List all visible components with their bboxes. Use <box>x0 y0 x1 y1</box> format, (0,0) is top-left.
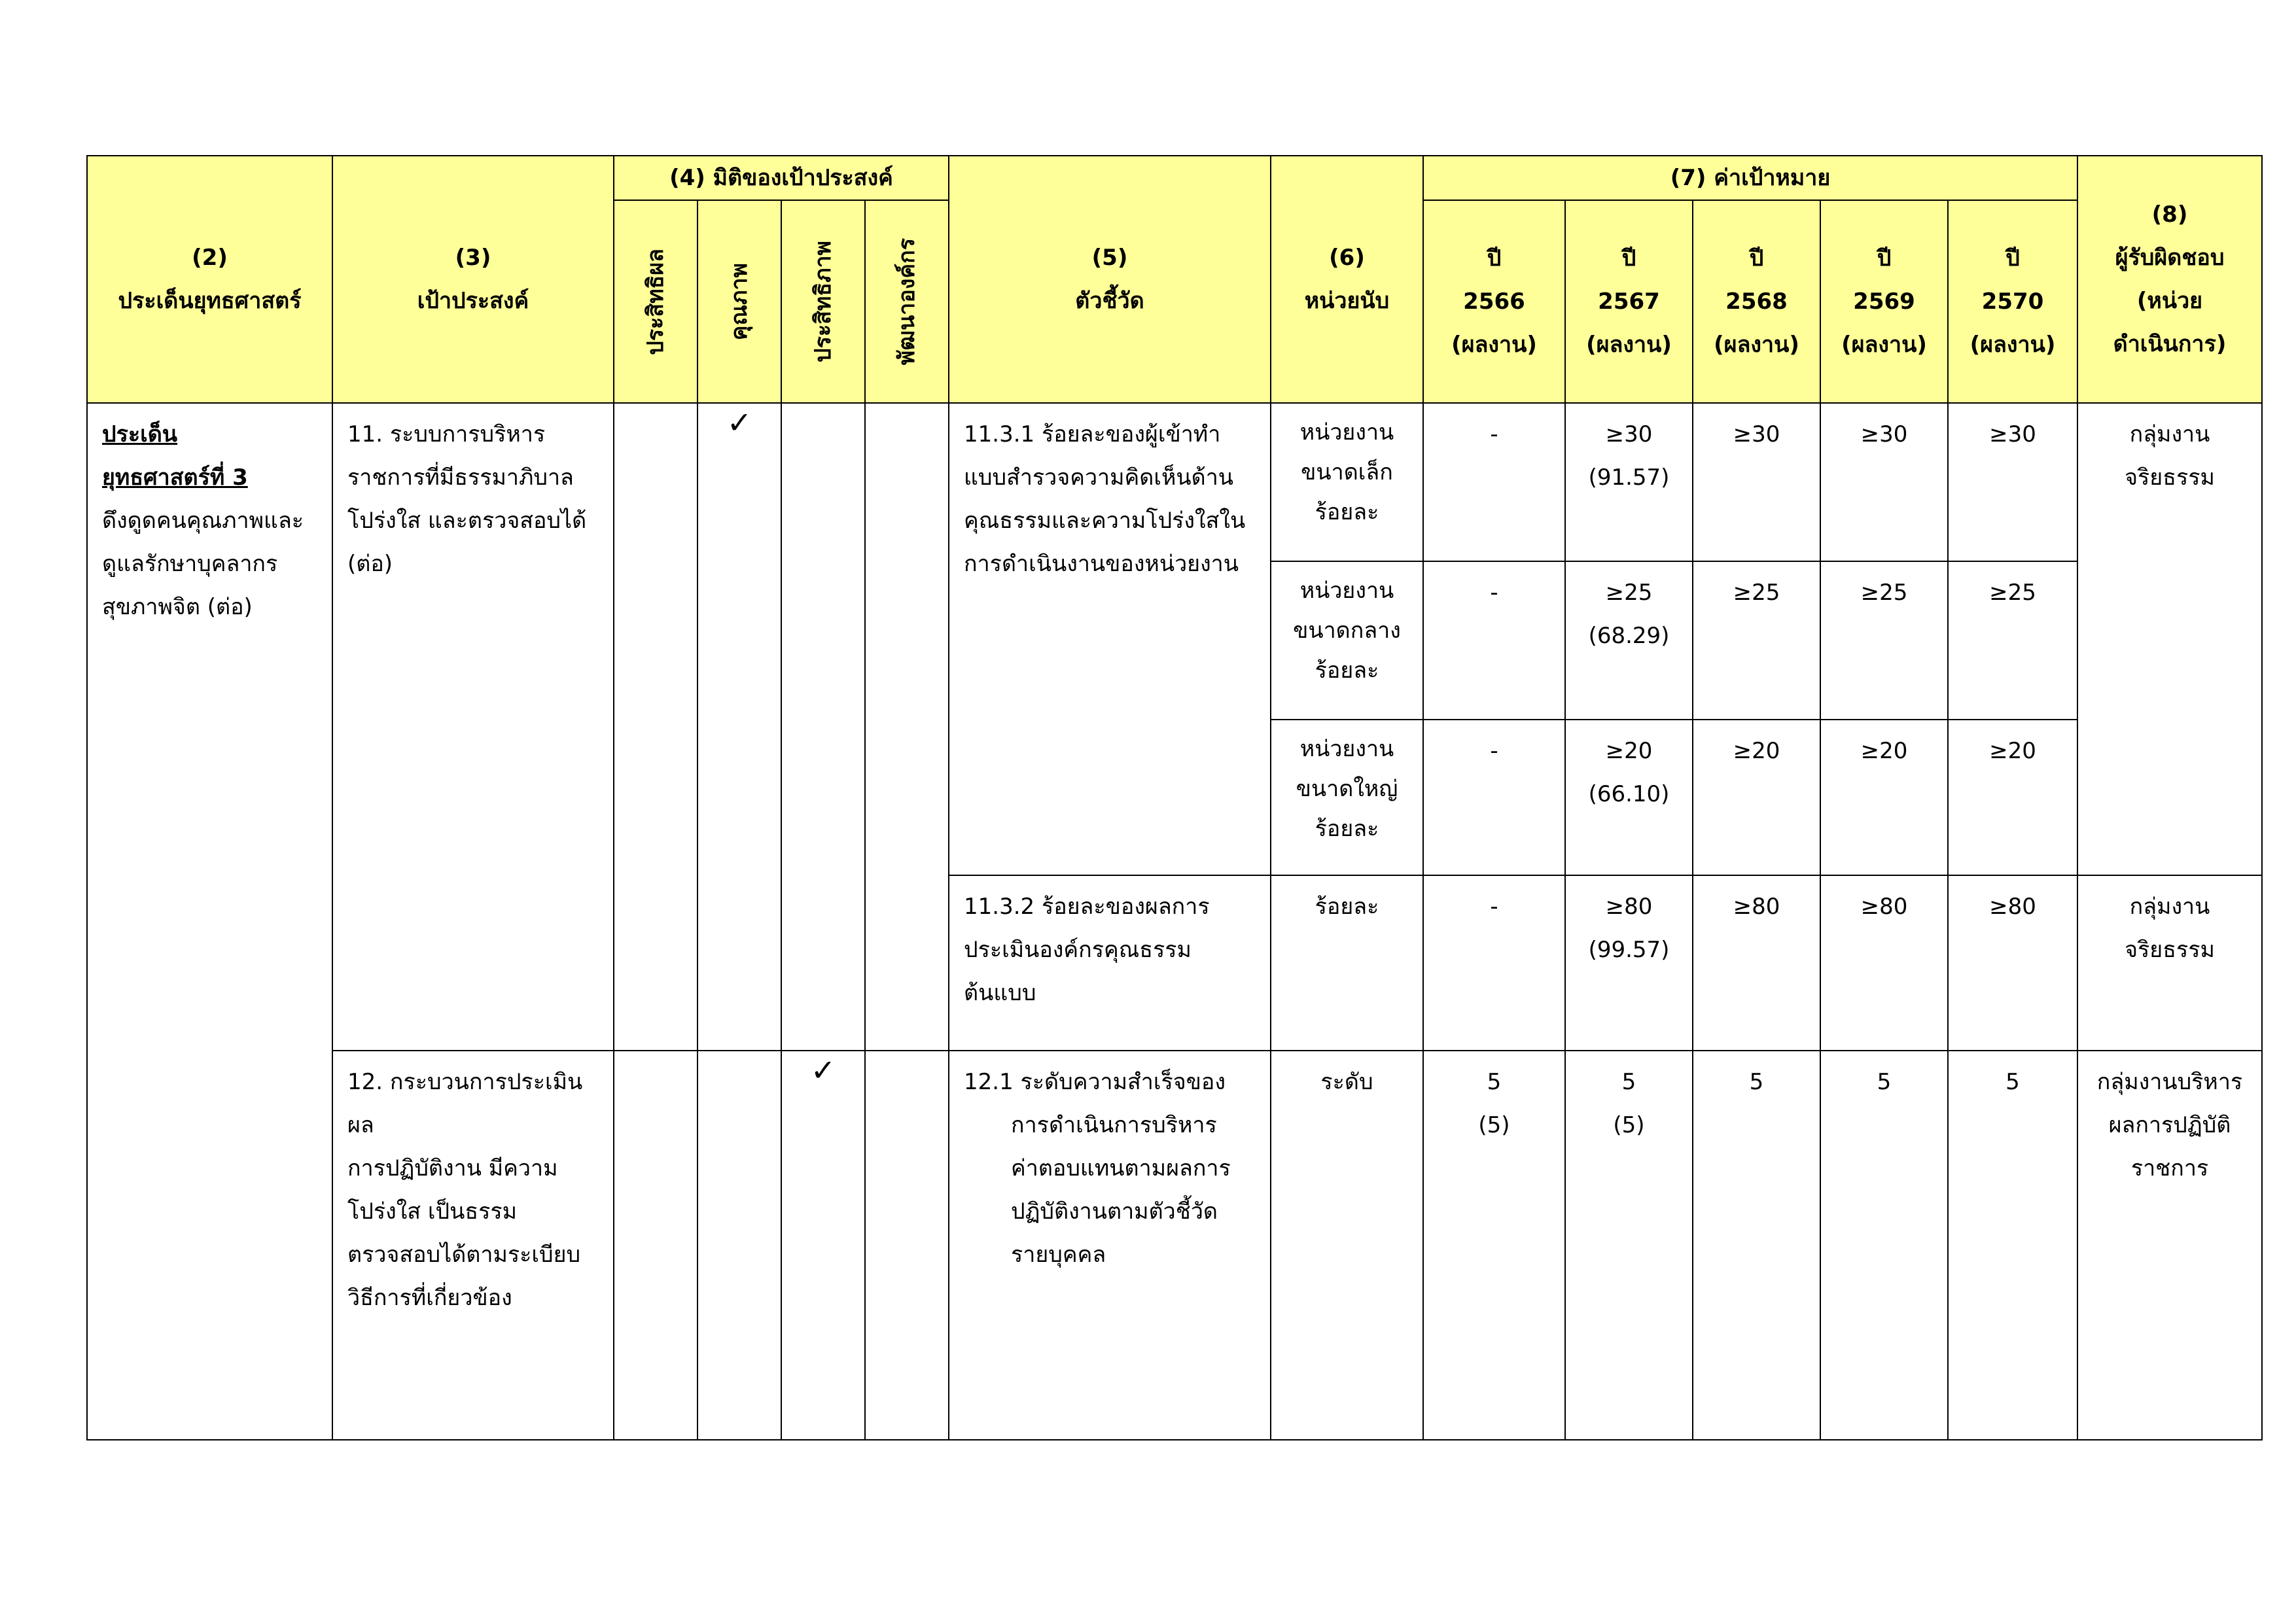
header-dim-efficiency: ประสิทธิภาพ <box>781 200 865 403</box>
unit-12-1: ระดับ <box>1271 1051 1423 1440</box>
target-large-2570: ≥20 <box>1948 720 2077 875</box>
goal-11-dim-org-development <box>865 403 949 1051</box>
header-responsible: (8) ผู้รับผิดชอบ (หน่วย ดำเนินการ) <box>2077 156 2262 403</box>
indicator-12-1: 12.1 ระดับความสำเร็จของ การดำเนินการบริหาร ค่าตอบแทนตามผลการ ปฏิบัติงานตามตัวชี้วัด รายบุคคล <box>949 1051 1271 1440</box>
header-goal: (3) เป้าประสงค์ <box>332 156 614 403</box>
header-dim-effectiveness: ประสิทธิผล <box>614 200 698 403</box>
target-1132-2567: ≥80 (99.57) <box>1565 875 1693 1051</box>
header-year-2568: ปี 2568 (ผลงาน) <box>1693 200 1820 403</box>
unit-11-3-2: ร้อยละ <box>1271 875 1423 1051</box>
target-small-2567: ≥30 (91.57) <box>1565 403 1693 561</box>
target-medium-2568: ≥25 <box>1693 561 1820 720</box>
indicator-11-3-1: 11.3.1 ร้อยละของผู้เข้าทำ แบบสำรวจความคิดเห็นด้าน คุณธรรมและความโปร่งใสใน การดำเนินงานของหน่วยงาน <box>949 403 1271 875</box>
goal-11-dim-efficiency <box>781 403 865 1051</box>
owner-12-1: กลุ่มงานบริหาร ผลการปฏิบัติ ราชการ <box>2077 1051 2262 1440</box>
target-121-2566: 5 (5) <box>1423 1051 1565 1440</box>
header-goal-dimensions: (4) มิติของเป้าประสงค์ <box>614 156 949 200</box>
strategy-issue-cell: ประเด็น ยุทธศาสตร์ที่ 3 ดึงดูดคนคุณภาพและ ดูแลรักษาบุคลากร สุขภาพจิต (ต่อ) <box>87 403 332 1440</box>
target-medium-2566: - <box>1423 561 1565 720</box>
header-dim-quality: คุณภาพ <box>698 200 781 403</box>
target-small-2568: ≥30 <box>1693 403 1820 561</box>
target-121-2568: 5 <box>1693 1051 1820 1440</box>
goal-11-quality-check: ✓ <box>698 403 781 1051</box>
header-year-2569: ปี 2569 (ผลงาน) <box>1820 200 1948 403</box>
goal-11-cell: 11. ระบบการบริหาร ราชการที่มีธรรมาภิบาล โปร่งใส และตรวจสอบได้ (ต่อ) <box>332 403 614 1051</box>
target-1132-2570: ≥80 <box>1948 875 2077 1051</box>
target-121-2569: 5 <box>1820 1051 1948 1440</box>
owner-11-3-2: กลุ่มงาน จริยธรรม <box>2077 875 2262 1051</box>
goal-12-cell: 12. กระบวนการประเมินผล การปฏิบัติงาน มีความ โปร่งใส เป็นธรรม ตรวจสอบได้ตามระเบียบ วิธีการที่เกี่ยวข้อง <box>332 1051 614 1440</box>
target-large-2568: ≥20 <box>1693 720 1820 875</box>
unit-large-org: หน่วยงาน ขนาดใหญ่ ร้อยละ <box>1271 720 1423 875</box>
owner-11-3-1: กลุ่มงาน จริยธรรม <box>2077 403 2262 875</box>
target-1132-2568: ≥80 <box>1693 875 1820 1051</box>
goal-12-dim-quality <box>698 1051 781 1440</box>
goal-11-dim-effectiveness <box>614 403 698 1051</box>
header-indicator: (5) ตัวชี้วัด <box>949 156 1271 403</box>
target-medium-2569: ≥25 <box>1820 561 1948 720</box>
goal-12-dim-effectiveness <box>614 1051 698 1440</box>
target-1132-2566: - <box>1423 875 1565 1051</box>
target-large-2569: ≥20 <box>1820 720 1948 875</box>
unit-medium-org: หน่วยงาน ขนาดกลาง ร้อยละ <box>1271 561 1423 720</box>
target-medium-2570: ≥25 <box>1948 561 2077 720</box>
strategy-plan-table <box>86 155 2263 1440</box>
indicator-11-3-2: 11.3.2 ร้อยละของผลการ ประเมินองค์กรคุณธรรม ต้นแบบ <box>949 875 1271 1051</box>
goal-12-efficiency-check: ✓ <box>781 1051 865 1440</box>
target-121-2570: 5 <box>1948 1051 2077 1440</box>
header-year-2570: ปี 2570 (ผลงาน) <box>1948 200 2077 403</box>
target-large-2566: - <box>1423 720 1565 875</box>
header-strategy: (2) ประเด็นยุทธศาสตร์ <box>87 156 332 403</box>
target-small-2566: - <box>1423 403 1565 561</box>
header-unit: (6) หน่วยนับ <box>1271 156 1423 403</box>
target-121-2567: 5 (5) <box>1565 1051 1693 1440</box>
header-year-2567: ปี 2567 (ผลงาน) <box>1565 200 1693 403</box>
target-small-2569: ≥30 <box>1820 403 1948 561</box>
unit-small-org: หน่วยงาน ขนาดเล็ก ร้อยละ <box>1271 403 1423 561</box>
target-small-2570: ≥30 <box>1948 403 2077 561</box>
target-1132-2569: ≥80 <box>1820 875 1948 1051</box>
header-targets: (7) ค่าเป้าหมาย <box>1423 156 2077 200</box>
header-dim-org-development: พัฒนาองค์กร <box>865 200 949 403</box>
header-year-2566: ปี 2566 (ผลงาน) <box>1423 200 1565 403</box>
goal-12-dim-org-development <box>865 1051 949 1440</box>
target-medium-2567: ≥25 (68.29) <box>1565 561 1693 720</box>
target-large-2567: ≥20 (66.10) <box>1565 720 1693 875</box>
